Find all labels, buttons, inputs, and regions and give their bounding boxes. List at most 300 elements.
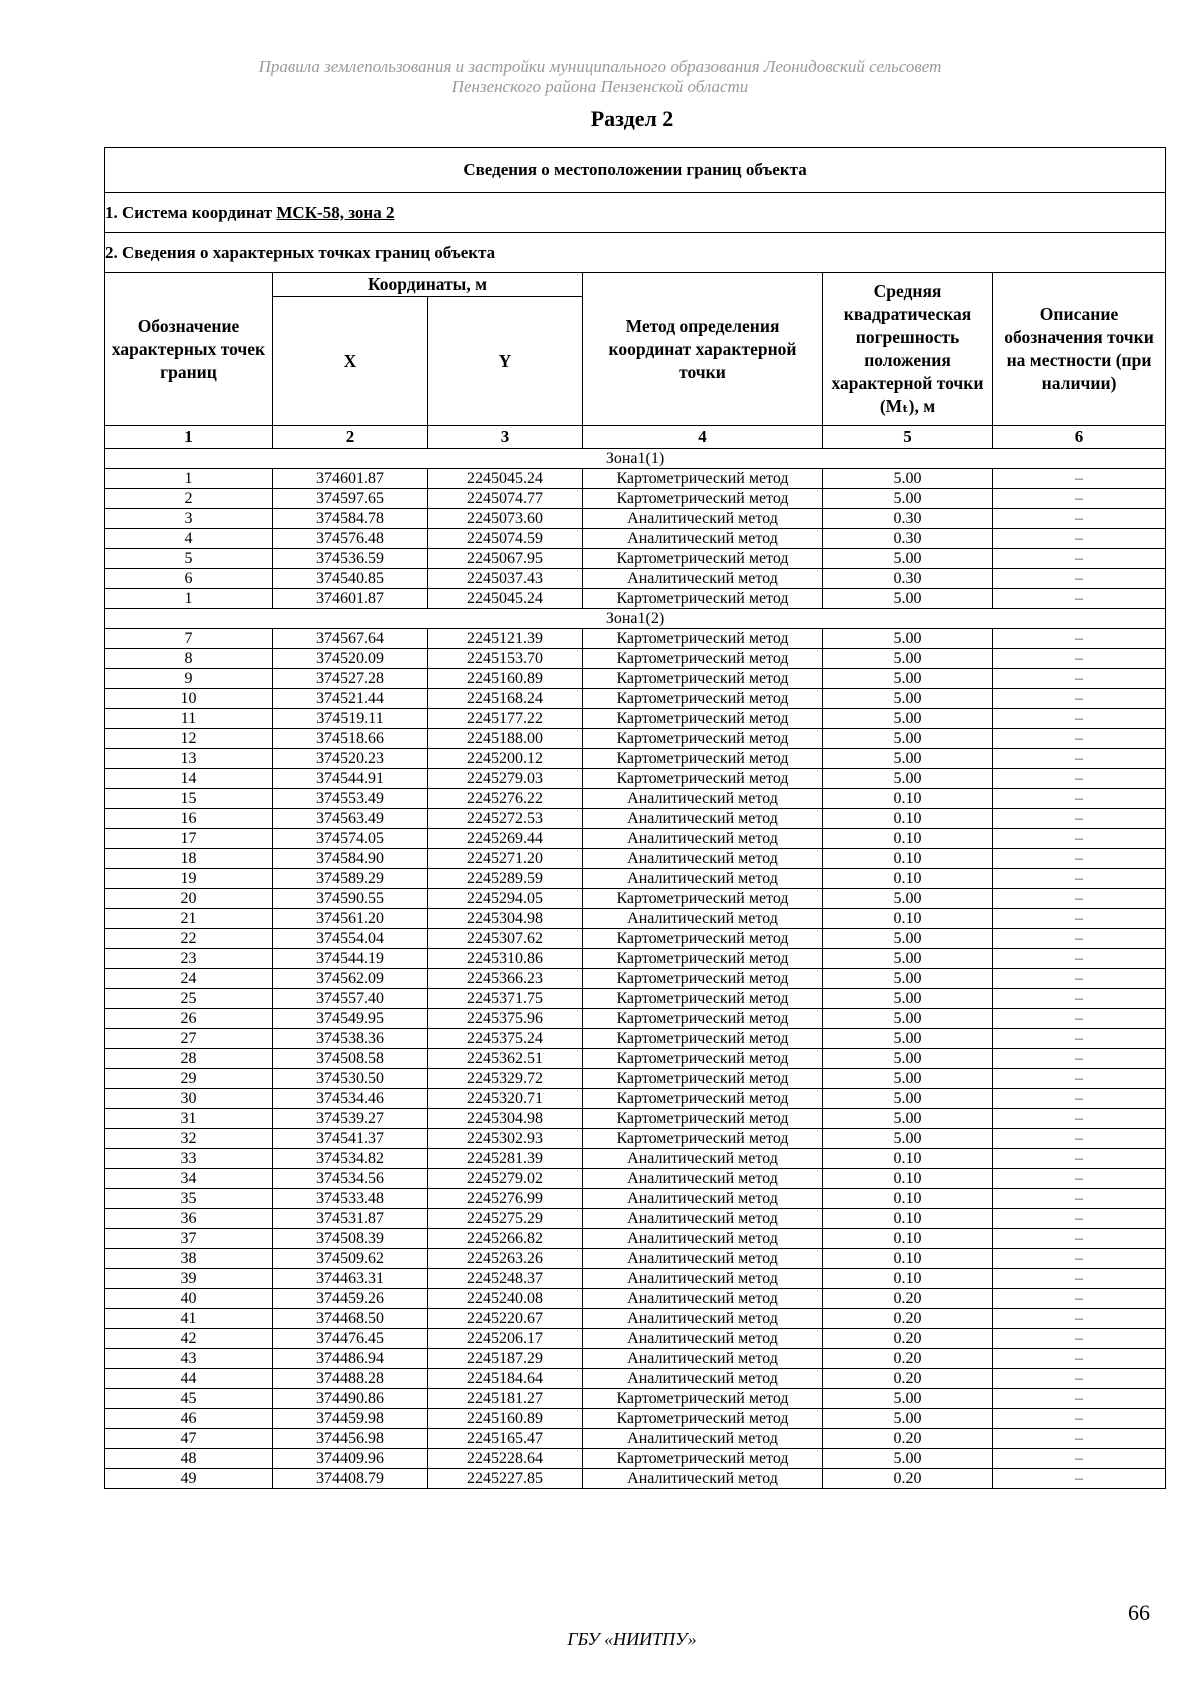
- method-cell: Аналитический метод: [583, 509, 823, 529]
- description-cell: –: [993, 529, 1166, 549]
- y-coordinate-cell: 2245240.08: [428, 1289, 583, 1309]
- description-cell: –: [993, 1009, 1166, 1029]
- method-cell: Картометрический метод: [583, 949, 823, 969]
- error-cell: 0.10: [823, 789, 993, 809]
- table-row: [105, 809, 1166, 829]
- method-cell: Аналитический метод: [583, 789, 823, 809]
- table-row: [105, 969, 1166, 989]
- description-cell: –: [993, 469, 1166, 489]
- method-cell: Картометрический метод: [583, 469, 823, 489]
- x-coordinate-cell: 374476.45: [273, 1329, 428, 1349]
- x-coordinate-cell: 374541.37: [273, 1129, 428, 1149]
- error-cell: 0.20: [823, 1289, 993, 1309]
- y-coordinate-cell: 2245037.43: [428, 569, 583, 589]
- table-row: [105, 1309, 1166, 1329]
- y-coordinate-cell: 2245366.23: [428, 969, 583, 989]
- x-coordinate-cell: 374601.87: [273, 469, 428, 489]
- method-cell: Картометрический метод: [583, 989, 823, 1009]
- x-coordinate-cell: 374584.78: [273, 509, 428, 529]
- method-cell: Картометрический метод: [583, 729, 823, 749]
- x-coordinate-cell: 374488.28: [273, 1369, 428, 1389]
- point-id-cell: 38: [105, 1249, 273, 1269]
- point-id-cell: 15: [105, 789, 273, 809]
- table-row: [105, 689, 1166, 709]
- y-coordinate-cell: 2245160.89: [428, 669, 583, 689]
- error-cell: 5.00: [823, 689, 993, 709]
- description-cell: –: [993, 1229, 1166, 1249]
- error-cell: 0.10: [823, 1149, 993, 1169]
- y-coordinate-cell: 2245304.98: [428, 909, 583, 929]
- method-cell: Аналитический метод: [583, 1429, 823, 1449]
- coord-system-label: 1. Система координат: [105, 202, 277, 222]
- point-id-cell: 2: [105, 489, 273, 509]
- description-cell: –: [993, 949, 1166, 969]
- column-number-row: [105, 426, 1166, 449]
- description-cell: –: [993, 1209, 1166, 1229]
- x-coordinate-cell: 374456.98: [273, 1429, 428, 1449]
- y-coordinate-cell: 2245184.64: [428, 1369, 583, 1389]
- description-cell: –: [993, 1089, 1166, 1109]
- x-coordinate-cell: 374521.44: [273, 689, 428, 709]
- page-number: 66: [1128, 1600, 1150, 1625]
- method-cell: Аналитический метод: [583, 1229, 823, 1249]
- point-id-cell: 14: [105, 769, 273, 789]
- description-cell: –: [993, 509, 1166, 529]
- table-row: [105, 749, 1166, 769]
- point-id-cell: 33: [105, 1149, 273, 1169]
- description-cell: –: [993, 549, 1166, 569]
- table-row: [105, 469, 1166, 489]
- document-header-note: [0, 57, 1200, 97]
- column-number: 2: [273, 426, 428, 449]
- point-id-cell: 45: [105, 1389, 273, 1409]
- description-cell: –: [993, 1189, 1166, 1209]
- y-coordinate-cell: 2245271.20: [428, 849, 583, 869]
- x-coordinate-cell: 374468.50: [273, 1309, 428, 1329]
- y-coordinate-cell: 2245329.72: [428, 1069, 583, 1089]
- description-cell: –: [993, 1269, 1166, 1289]
- x-coordinate-cell: 374534.46: [273, 1089, 428, 1109]
- method-cell: Аналитический метод: [583, 1269, 823, 1289]
- y-coordinate-cell: 2245074.59: [428, 529, 583, 549]
- header-note-line2: Пензенского района Пензенской области: [451, 77, 749, 96]
- header-error: Средняя квадратическая погрешность положения характерной точки (Mₜ), м: [823, 273, 993, 426]
- header-point: Обозначение характерных точек границ: [105, 273, 273, 426]
- point-id-cell: 48: [105, 1449, 273, 1469]
- point-id-cell: 3: [105, 509, 273, 529]
- description-cell: –: [993, 729, 1166, 749]
- y-coordinate-cell: 2245074.77: [428, 489, 583, 509]
- y-coordinate-cell: 2245200.12: [428, 749, 583, 769]
- method-cell: Аналитический метод: [583, 1469, 823, 1489]
- x-coordinate-cell: 374409.96: [273, 1449, 428, 1469]
- description-cell: –: [993, 769, 1166, 789]
- method-cell: Картометрический метод: [583, 549, 823, 569]
- point-id-cell: 1: [105, 589, 273, 609]
- x-coordinate-cell: 374459.98: [273, 1409, 428, 1429]
- description-cell: –: [993, 749, 1166, 769]
- table-row: [105, 989, 1166, 1009]
- error-cell: 5.00: [823, 1009, 993, 1029]
- description-cell: –: [993, 569, 1166, 589]
- table-row: [105, 1029, 1166, 1049]
- error-cell: 5.00: [823, 1109, 993, 1129]
- x-coordinate-cell: 374534.82: [273, 1149, 428, 1169]
- error-cell: 0.10: [823, 1209, 993, 1229]
- method-cell: Аналитический метод: [583, 1369, 823, 1389]
- x-coordinate-cell: 374567.64: [273, 629, 428, 649]
- method-cell: Аналитический метод: [583, 869, 823, 889]
- column-header-row-1: [105, 273, 1166, 297]
- error-cell: 5.00: [823, 1449, 993, 1469]
- description-cell: –: [993, 789, 1166, 809]
- y-coordinate-cell: 2245276.22: [428, 789, 583, 809]
- x-coordinate-cell: 374533.48: [273, 1189, 428, 1209]
- table-row: [105, 489, 1166, 509]
- table-row: [105, 569, 1166, 589]
- x-coordinate-cell: 374490.86: [273, 1389, 428, 1409]
- description-cell: –: [993, 1429, 1166, 1449]
- table-row: [105, 549, 1166, 569]
- description-cell: –: [993, 869, 1166, 889]
- error-cell: 5.00: [823, 889, 993, 909]
- zone-label: Зона1(1): [105, 449, 1166, 469]
- method-cell: Аналитический метод: [583, 1249, 823, 1269]
- point-id-cell: 5: [105, 549, 273, 569]
- method-cell: Аналитический метод: [583, 1209, 823, 1229]
- method-cell: Картометрический метод: [583, 669, 823, 689]
- table-row: [105, 1429, 1166, 1449]
- error-cell: 0.10: [823, 1269, 993, 1289]
- y-coordinate-cell: 2245177.22: [428, 709, 583, 729]
- x-coordinate-cell: 374544.19: [273, 949, 428, 969]
- error-cell: 0.10: [823, 829, 993, 849]
- x-coordinate-cell: 374561.20: [273, 909, 428, 929]
- error-cell: 5.00: [823, 1409, 993, 1429]
- y-coordinate-cell: 2245276.99: [428, 1189, 583, 1209]
- description-cell: –: [993, 629, 1166, 649]
- method-cell: Аналитический метод: [583, 1329, 823, 1349]
- description-cell: –: [993, 669, 1166, 689]
- point-id-cell: 11: [105, 709, 273, 729]
- x-coordinate-cell: 374486.94: [273, 1349, 428, 1369]
- y-coordinate-cell: 2245266.82: [428, 1229, 583, 1249]
- x-coordinate-cell: 374576.48: [273, 529, 428, 549]
- point-id-cell: 44: [105, 1369, 273, 1389]
- y-coordinate-cell: 2245307.62: [428, 929, 583, 949]
- method-cell: Картометрический метод: [583, 1089, 823, 1109]
- y-coordinate-cell: 2245168.24: [428, 689, 583, 709]
- y-coordinate-cell: 2245227.85: [428, 1469, 583, 1489]
- error-cell: 5.00: [823, 589, 993, 609]
- method-cell: Картометрический метод: [583, 1389, 823, 1409]
- point-id-cell: 31: [105, 1109, 273, 1129]
- point-id-cell: 16: [105, 809, 273, 829]
- table-row: [105, 709, 1166, 729]
- error-cell: 0.10: [823, 909, 993, 929]
- error-cell: 5.00: [823, 669, 993, 689]
- point-id-cell: 9: [105, 669, 273, 689]
- zone-label: Зона1(2): [105, 609, 1166, 629]
- method-cell: Аналитический метод: [583, 1309, 823, 1329]
- description-cell: –: [993, 589, 1166, 609]
- error-cell: 5.00: [823, 629, 993, 649]
- method-cell: Аналитический метод: [583, 809, 823, 829]
- table-row: [105, 509, 1166, 529]
- table-row: [105, 729, 1166, 749]
- method-cell: Аналитический метод: [583, 1189, 823, 1209]
- description-cell: –: [993, 1249, 1166, 1269]
- point-id-cell: 46: [105, 1409, 273, 1429]
- y-coordinate-cell: 2245375.24: [428, 1029, 583, 1049]
- method-cell: Картометрический метод: [583, 1049, 823, 1069]
- table-row: [105, 949, 1166, 969]
- x-coordinate-cell: 374557.40: [273, 989, 428, 1009]
- table-row: [105, 649, 1166, 669]
- error-cell: 0.20: [823, 1309, 993, 1329]
- table-row: [105, 849, 1166, 869]
- point-id-cell: 30: [105, 1089, 273, 1109]
- error-cell: 0.10: [823, 1229, 993, 1249]
- description-cell: –: [993, 649, 1166, 669]
- point-id-cell: 12: [105, 729, 273, 749]
- y-coordinate-cell: 2245279.02: [428, 1169, 583, 1189]
- point-id-cell: 43: [105, 1349, 273, 1369]
- header-x: X: [273, 297, 428, 426]
- x-coordinate-cell: 374463.31: [273, 1269, 428, 1289]
- x-coordinate-cell: 374508.39: [273, 1229, 428, 1249]
- coord-system-row: [105, 193, 1166, 233]
- description-cell: –: [993, 709, 1166, 729]
- error-cell: 5.00: [823, 729, 993, 749]
- description-cell: –: [993, 1029, 1166, 1049]
- table-row: [105, 789, 1166, 809]
- x-coordinate-cell: 374538.36: [273, 1029, 428, 1049]
- method-cell: Картометрический метод: [583, 1409, 823, 1429]
- method-cell: Картометрический метод: [583, 929, 823, 949]
- description-cell: –: [993, 1409, 1166, 1429]
- table-row: [105, 589, 1166, 609]
- point-id-cell: 24: [105, 969, 273, 989]
- y-coordinate-cell: 2245279.03: [428, 769, 583, 789]
- point-id-cell: 47: [105, 1429, 273, 1449]
- point-id-cell: 22: [105, 929, 273, 949]
- error-cell: 0.10: [823, 869, 993, 889]
- description-cell: –: [993, 689, 1166, 709]
- error-cell: 0.10: [823, 809, 993, 829]
- method-cell: Аналитический метод: [583, 909, 823, 929]
- x-coordinate-cell: 374563.49: [273, 809, 428, 829]
- description-cell: –: [993, 989, 1166, 1009]
- method-cell: Картометрический метод: [583, 889, 823, 909]
- point-id-cell: 39: [105, 1269, 273, 1289]
- x-coordinate-cell: 374527.28: [273, 669, 428, 689]
- table-row: [105, 1169, 1166, 1189]
- error-cell: 0.10: [823, 849, 993, 869]
- point-id-cell: 1: [105, 469, 273, 489]
- description-cell: –: [993, 1049, 1166, 1069]
- table-title-row: [105, 148, 1166, 193]
- table-row: [105, 1289, 1166, 1309]
- method-cell: Картометрический метод: [583, 489, 823, 509]
- method-cell: Картометрический метод: [583, 1009, 823, 1029]
- table-row: [105, 1329, 1166, 1349]
- table-row: [105, 669, 1166, 689]
- error-cell: 5.00: [823, 489, 993, 509]
- error-cell: 5.00: [823, 709, 993, 729]
- x-coordinate-cell: 374519.11: [273, 709, 428, 729]
- error-cell: 5.00: [823, 1069, 993, 1089]
- error-cell: 5.00: [823, 769, 993, 789]
- y-coordinate-cell: 2245289.59: [428, 869, 583, 889]
- error-cell: 5.00: [823, 1129, 993, 1149]
- point-id-cell: 8: [105, 649, 273, 669]
- y-coordinate-cell: 2245281.39: [428, 1149, 583, 1169]
- point-id-cell: 26: [105, 1009, 273, 1029]
- x-coordinate-cell: 374562.09: [273, 969, 428, 989]
- error-cell: 0.20: [823, 1469, 993, 1489]
- point-id-cell: 20: [105, 889, 273, 909]
- x-coordinate-cell: 374539.27: [273, 1109, 428, 1129]
- description-cell: –: [993, 849, 1166, 869]
- point-id-cell: 28: [105, 1049, 273, 1069]
- method-cell: Картометрический метод: [583, 1069, 823, 1089]
- table-row: [105, 1189, 1166, 1209]
- method-cell: Картометрический метод: [583, 1029, 823, 1049]
- point-id-cell: 10: [105, 689, 273, 709]
- table-row: [105, 1009, 1166, 1029]
- y-coordinate-cell: 2245304.98: [428, 1109, 583, 1129]
- error-cell: 5.00: [823, 1029, 993, 1049]
- table-row: [105, 1089, 1166, 1109]
- description-cell: –: [993, 1449, 1166, 1469]
- table-row: [105, 909, 1166, 929]
- point-id-cell: 42: [105, 1329, 273, 1349]
- x-coordinate-cell: 374574.05: [273, 829, 428, 849]
- description-cell: –: [993, 1169, 1166, 1189]
- y-coordinate-cell: 2245228.64: [428, 1449, 583, 1469]
- table-row: [105, 1389, 1166, 1409]
- point-id-cell: 23: [105, 949, 273, 969]
- table-row: [105, 1209, 1166, 1229]
- method-cell: Картометрический метод: [583, 1109, 823, 1129]
- description-cell: –: [993, 1149, 1166, 1169]
- y-coordinate-cell: 2245275.29: [428, 1209, 583, 1229]
- table-row: [105, 1049, 1166, 1069]
- y-coordinate-cell: 2245067.95: [428, 549, 583, 569]
- x-coordinate-cell: 374518.66: [273, 729, 428, 749]
- description-cell: –: [993, 909, 1166, 929]
- header-coordinates: Координаты, м: [273, 273, 583, 297]
- x-coordinate-cell: 374540.85: [273, 569, 428, 589]
- points-heading-row: [105, 233, 1166, 273]
- header-note-line1: Правила землепользования и застройки муниципального образования Леонидовский сельсовет: [258, 57, 942, 76]
- footer-organization: ГБУ «НИИТПУ»: [567, 1629, 697, 1649]
- table-row: [105, 1229, 1166, 1249]
- point-id-cell: 32: [105, 1129, 273, 1149]
- y-coordinate-cell: 2245188.00: [428, 729, 583, 749]
- column-number: 6: [993, 426, 1166, 449]
- error-cell: 5.00: [823, 749, 993, 769]
- error-cell: 5.00: [823, 969, 993, 989]
- x-coordinate-cell: 374554.04: [273, 929, 428, 949]
- point-id-cell: 25: [105, 989, 273, 1009]
- y-coordinate-cell: 2245302.93: [428, 1129, 583, 1149]
- error-cell: 0.30: [823, 569, 993, 589]
- section-title: Раздел 2: [590, 106, 674, 131]
- y-coordinate-cell: 2245269.44: [428, 829, 583, 849]
- y-coordinate-cell: 2245045.24: [428, 469, 583, 489]
- table-row: [105, 1409, 1166, 1429]
- y-coordinate-cell: 2245371.75: [428, 989, 583, 1009]
- y-coordinate-cell: 2245248.37: [428, 1269, 583, 1289]
- table-row: [105, 1349, 1166, 1369]
- point-id-cell: 13: [105, 749, 273, 769]
- column-number: 5: [823, 426, 993, 449]
- method-cell: Картометрический метод: [583, 649, 823, 669]
- error-cell: 5.00: [823, 549, 993, 569]
- point-id-cell: 19: [105, 869, 273, 889]
- y-coordinate-cell: 2245294.05: [428, 889, 583, 909]
- coord-system-cell: [105, 193, 1166, 233]
- table-row: [105, 829, 1166, 849]
- error-cell: 0.20: [823, 1349, 993, 1369]
- table-row: [105, 1129, 1166, 1149]
- method-cell: Аналитический метод: [583, 1169, 823, 1189]
- error-cell: 5.00: [823, 1049, 993, 1069]
- y-coordinate-cell: 2245121.39: [428, 629, 583, 649]
- method-cell: Аналитический метод: [583, 569, 823, 589]
- description-cell: –: [993, 489, 1166, 509]
- point-id-cell: 27: [105, 1029, 273, 1049]
- y-coordinate-cell: 2245073.60: [428, 509, 583, 529]
- y-coordinate-cell: 2245181.27: [428, 1389, 583, 1409]
- x-coordinate-cell: 374408.79: [273, 1469, 428, 1489]
- description-cell: –: [993, 1289, 1166, 1309]
- x-coordinate-cell: 374553.49: [273, 789, 428, 809]
- error-cell: 0.20: [823, 1329, 993, 1349]
- header-y: Y: [428, 297, 583, 426]
- error-cell: 5.00: [823, 649, 993, 669]
- error-cell: 5.00: [823, 1089, 993, 1109]
- zone-row: [105, 449, 1166, 469]
- table-row: [105, 1269, 1166, 1289]
- description-cell: –: [993, 1329, 1166, 1349]
- point-id-cell: 36: [105, 1209, 273, 1229]
- table-row: [105, 889, 1166, 909]
- error-cell: 5.00: [823, 949, 993, 969]
- error-cell: 0.10: [823, 1249, 993, 1269]
- error-cell: 5.00: [823, 1389, 993, 1409]
- method-cell: Аналитический метод: [583, 829, 823, 849]
- point-id-cell: 4: [105, 529, 273, 549]
- table-row: [105, 629, 1166, 649]
- description-cell: –: [993, 969, 1166, 989]
- point-id-cell: 18: [105, 849, 273, 869]
- table-row: [105, 869, 1166, 889]
- description-cell: –: [993, 1069, 1166, 1089]
- header-description: Описание обозначения точки на местности (при наличии): [993, 273, 1166, 426]
- zone-row: [105, 609, 1166, 629]
- table-title: Сведения о местоположении границ объекта: [105, 148, 1166, 193]
- error-cell: 0.20: [823, 1429, 993, 1449]
- table-row: [105, 1149, 1166, 1169]
- method-cell: Картометрический метод: [583, 629, 823, 649]
- column-number: 4: [583, 426, 823, 449]
- description-cell: –: [993, 1109, 1166, 1129]
- error-cell: 5.00: [823, 929, 993, 949]
- table-row: [105, 1469, 1166, 1489]
